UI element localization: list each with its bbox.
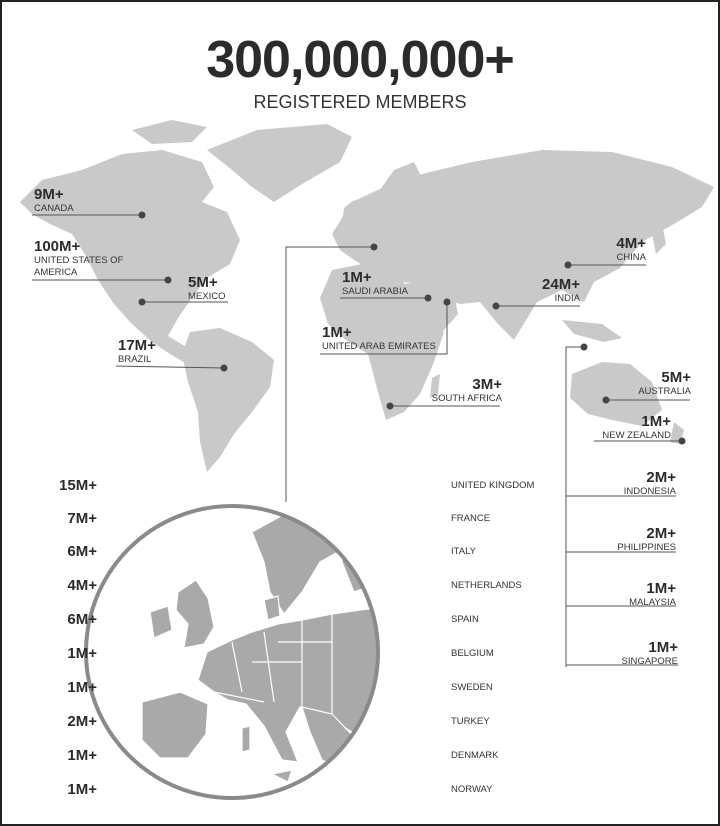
europe-count: 4M+ [67,577,97,594]
label-usa-line2: AMERICA [34,267,78,278]
label-uae: UNITED ARAB EMIRATES [322,341,436,352]
europe-count: 7M+ [67,510,97,527]
europe-count: 6M+ [67,543,97,560]
callout-usa [34,238,123,279]
europe-name: SWEDEN [451,682,493,693]
europe-name: SPAIN [451,614,479,625]
europe-name: NORWAY [451,784,493,795]
europe-name: UNITED KINGDOM [451,480,535,491]
callout-saudi-arabia [342,269,408,298]
europe-name: FRANCE [451,513,491,524]
landmass-greenland [207,124,352,202]
count-australia: 5M+ [661,369,691,386]
callout-uae [322,324,436,353]
label-usa-line1: UNITED STATES OF [34,255,124,266]
callout-canada [34,186,74,215]
headline-caption: REGISTERED MEMBERS [253,92,467,112]
count-canada: 9M+ [34,186,64,203]
callout-south-africa [402,376,502,405]
europe-count: 1M+ [67,645,97,662]
europe-count: 1M+ [67,679,97,696]
europe-count: 6M+ [67,611,97,628]
marker-south-africa [387,403,394,410]
marker-saudi-arabia [425,295,432,302]
europe-name: BELGIUM [451,648,494,659]
label-mexico: MEXICO [188,291,226,302]
europe-count: 1M+ [67,747,97,764]
count-mexico: 5M+ [188,274,218,291]
europe-count: 15M+ [59,477,97,494]
label-china: CHINA [616,252,646,263]
europe-name: NETHERLANDS [451,580,522,591]
callout-indonesia [576,469,676,498]
label-saudi-arabia: SAUDI ARABIA [342,286,408,297]
europe-name: DENMARK [451,750,499,761]
landmass-se-asia-islands [562,320,622,342]
count-singapore: 1M+ [648,639,678,656]
callout-new-zealand [582,413,671,442]
label-singapore: SINGAPORE [621,656,678,667]
count-philippines: 2M+ [646,525,676,542]
label-new-zealand: NEW ZEALAND [602,430,671,441]
callout-singapore [576,639,678,668]
count-brazil: 17M+ [118,337,156,354]
count-india: 24M+ [542,276,580,293]
europe-name: TURKEY [451,716,490,727]
callout-india [482,276,580,305]
callout-brazil [118,337,156,366]
marker-europe [371,244,378,251]
count-malaysia: 1M+ [646,580,676,597]
count-indonesia: 2M+ [646,469,676,486]
label-india: INDIA [554,293,580,304]
europe-count: 2M+ [67,713,97,730]
marker-uae [444,299,451,306]
label-south-africa: SOUTH AFRICA [431,393,502,404]
callout-australia [602,369,691,398]
europe-count: 1M+ [67,781,97,798]
count-uae: 1M+ [322,324,352,341]
europe-zoom-map [82,502,382,802]
label-philippines: PHILIPPINES [617,542,676,553]
count-south-africa: 3M+ [472,376,502,393]
callout-mexico [188,274,225,303]
count-china: 4M+ [616,235,646,252]
marker-usa [165,277,172,284]
marker-se-asia [581,344,588,351]
count-new-zealand: 1M+ [641,413,671,430]
marker-brazil [221,365,228,372]
callout-philippines [576,525,676,554]
europe-name: ITALY [451,546,476,557]
headline-total: 300,000,000+ [206,31,514,89]
marker-new-zealand [679,438,686,445]
landmass-south-america [182,328,274,472]
marker-mexico [139,299,146,306]
callout-malaysia [576,580,676,609]
count-saudi-arabia: 1M+ [342,269,372,286]
count-usa: 100M+ [34,238,81,255]
callout-china [562,235,646,264]
marker-canada [139,212,146,219]
label-indonesia: INDONESIA [623,486,676,497]
label-canada: CANADA [34,203,74,214]
label-brazil: BRAZIL [118,354,152,365]
label-australia: AUSTRALIA [638,386,691,397]
landmass-arctic-islands [132,120,207,144]
label-malaysia: MALAYSIA [629,597,676,608]
